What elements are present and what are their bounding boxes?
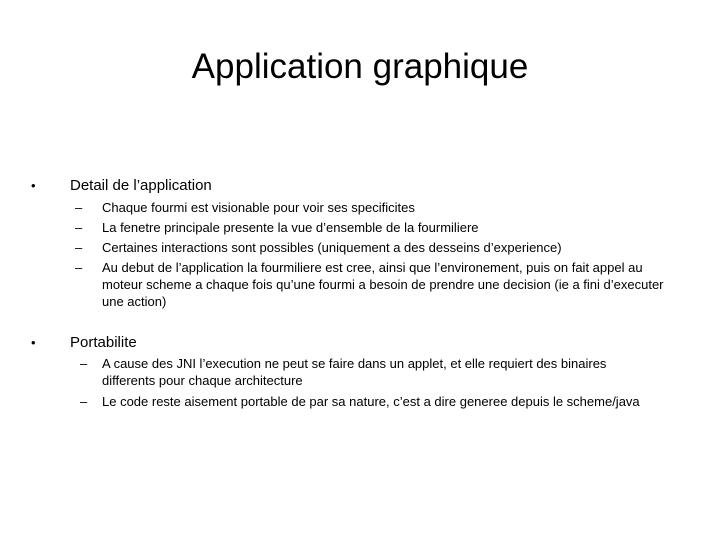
sub-bullet-text: Au debut de l’application la fourmiliere est cree, ainsi que l’environement, puis on fait appel au moteur scheme a chaque fois qu’une fourmi a besoin de prendre une decision (ie a fini d’executer une action) <box>102 260 664 309</box>
dash-icon: – <box>75 200 83 215</box>
sub-bullet-text: Le code reste aisement portable de par sa nature, c’est a dire generee depuis le scheme/java <box>102 394 640 409</box>
bullet-dot-icon: • <box>31 335 36 350</box>
sub-bullet-text: Chaque fourmi est visionable pour voir ses specificites <box>102 200 415 215</box>
sub-bullet-text: La fenetre principale presente la vue d’ensemble de la fourmiliere <box>102 220 479 235</box>
dash-icon: – <box>75 260 83 275</box>
slide-title: Application graphique <box>191 47 529 86</box>
bullet-heading: Detail de l’application <box>70 177 212 194</box>
dash-icon: – <box>75 240 83 255</box>
sub-bullet-text: Certaines interactions sont possibles (uniquement a des desseins d’experience) <box>102 240 562 255</box>
dash-icon: – <box>80 356 88 371</box>
dash-icon: – <box>75 220 83 235</box>
dash-icon: – <box>80 394 88 409</box>
bullet-dot-icon: • <box>31 178 36 193</box>
sub-bullet-text: A cause des JNI l’execution ne peut se faire dans un applet, et elle requiert des binaires differents pour chaque architecture <box>102 356 607 388</box>
bullet-heading: Portabilite <box>70 334 137 351</box>
